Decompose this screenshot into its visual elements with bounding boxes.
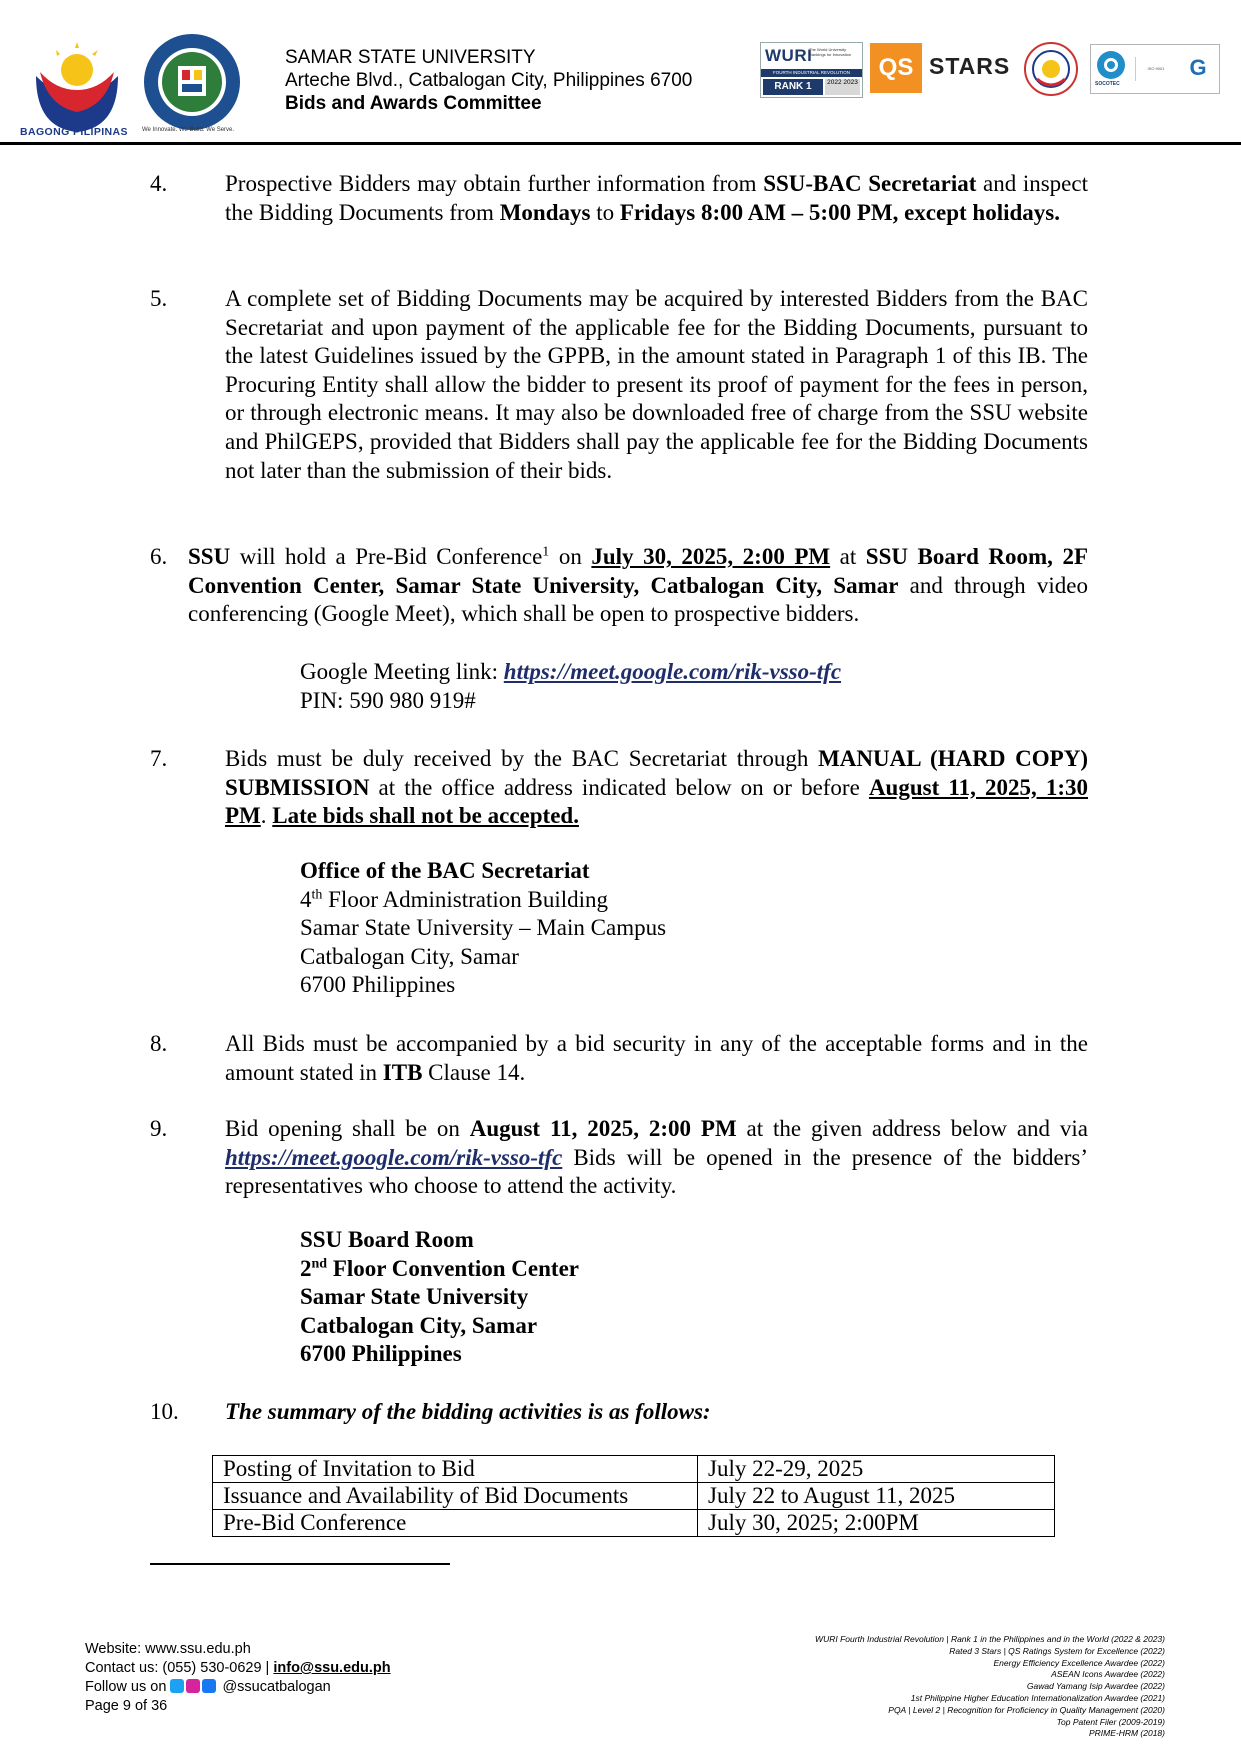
bac-office-address xyxy=(300,857,666,1000)
socotec-certification-badge xyxy=(1090,44,1220,94)
venue-zip: 6700 Philippines xyxy=(300,1341,462,1367)
bagong-pilipinas-text: BAGONG PILIPINAS xyxy=(20,126,128,138)
bid-opening-address xyxy=(300,1226,579,1369)
item-10-heading: The summary of the bidding activities is as follows: xyxy=(225,1399,711,1424)
footer-awards xyxy=(645,1634,1165,1740)
table-row xyxy=(213,1456,1055,1483)
bidding-schedule-table xyxy=(212,1455,1055,1537)
wurj-logo: WURI xyxy=(765,46,813,65)
meeting-info xyxy=(300,658,841,715)
award-line: WURI Fourth Industrial Revolution | Rank 1 in the Philippines and in the World (2022 & 2023) xyxy=(815,1634,1165,1644)
venue-floor: 2nd Floor Convention Center xyxy=(300,1255,579,1281)
table-row xyxy=(213,1483,1055,1510)
twitter-icon[interactable] xyxy=(170,1679,184,1693)
facebook-icon[interactable] xyxy=(202,1679,216,1693)
item-number: 5. xyxy=(150,286,168,311)
item-number: 9. xyxy=(150,1116,168,1141)
meeting-link-label: Google Meeting link: xyxy=(300,659,504,684)
award-seal-icon xyxy=(1023,41,1079,97)
item-6-paragraph: SSU will hold a Pre-Bid Conference$^1$ on July 30, 2025, 2:00 PM at SSU Board Room, 2F Convention Center, Samar State University, Catbalogan City, Samar and through video conferencing (Google Meet), which shall be open to prospective bidders. xyxy=(188,544,1089,627)
wurj-small-text: The World University Rankings for Innovation xyxy=(809,47,852,57)
wurj-badge xyxy=(760,42,863,98)
wurj-years: 2022 2023 xyxy=(825,79,860,95)
office-floor: 4th Floor Administration Building xyxy=(300,886,608,912)
item-8-paragraph: All Bids must be accompanied by a bid security in any of the acceptable forms and in the amount stated in ITB Clause 14. xyxy=(225,1031,1088,1085)
committee-name: Bids and Awards Committee xyxy=(285,93,542,114)
activity-cell: Issuance and Availability of Bid Documents xyxy=(213,1483,698,1510)
footer-contact-line: Contact us: (055) 530-0629 | info@ssu.edu.ph xyxy=(85,1660,391,1676)
item-9-paragraph: Bid opening shall be on August 11, 2025, 2:00 PM at the given address below and via https://meet.google.com/rik-vsso-tfc Bids will be opened in the presence of the bidders’ representatives who choose to attend the activity. xyxy=(225,1116,1088,1199)
venue-city: Catbalogan City, Samar xyxy=(300,1312,538,1338)
award-line: PQA | Level 2 | Recognition for Proficiency in Quality Management (2020) xyxy=(888,1704,1165,1715)
office-zip: 6700 Philippines xyxy=(300,972,456,998)
iso-label: ISO 9001 xyxy=(1135,57,1176,81)
item-number: 8. xyxy=(150,1031,168,1056)
table-row xyxy=(213,1510,1055,1537)
venue-univ: Samar State University xyxy=(300,1284,529,1310)
page-header xyxy=(0,0,1241,145)
date-cell: July 22-29, 2025 xyxy=(698,1456,1055,1483)
date-cell: July 22 to August 11, 2025 xyxy=(698,1483,1055,1510)
item-number: 4. xyxy=(150,171,168,196)
venue-room: SSU Board Room xyxy=(300,1227,474,1252)
office-name: Office of the BAC Secretariat xyxy=(300,858,590,883)
award-line: PRIME-HRM (2018) xyxy=(1088,1728,1165,1739)
header-divider xyxy=(0,142,1241,145)
footer-social: Follow us on @ssucatbalogan xyxy=(85,1679,331,1695)
google-meet-link[interactable]: https://meet.google.com/rik-vsso-tfc xyxy=(503,659,842,684)
award-line: Energy Efficiency Excellence Awardee (2022) xyxy=(993,1657,1165,1668)
ssu-seal-icon xyxy=(142,32,242,132)
date-cell: July 30, 2025; 2:00PM xyxy=(698,1510,1055,1537)
ssu-tagline: We Innovate. We Build. We Serve. xyxy=(142,127,235,133)
activity-cell: Posting of Invitation to Bid xyxy=(213,1456,698,1483)
socotec-label: SOCOTEC xyxy=(1095,81,1120,87)
award-line: ASEAN Icons Awardee (2022) xyxy=(1051,1669,1165,1680)
office-city: Catbalogan City, Samar xyxy=(300,943,519,969)
instagram-icon[interactable] xyxy=(186,1679,200,1693)
org-name: SAMAR STATE UNIVERSITY xyxy=(285,47,536,68)
bagong-pilipinas-logo-icon xyxy=(18,36,136,140)
award-line: Gawad Yamang Isip Awardee (2022) xyxy=(1026,1681,1165,1692)
footer-contact xyxy=(85,1640,391,1716)
item-number: 6. xyxy=(150,544,168,569)
wurj-rank: RANK 1 xyxy=(763,79,823,95)
footer-website: Website: www.ssu.edu.ph xyxy=(85,1641,251,1657)
qs-logo: QS xyxy=(870,43,922,93)
item-7-paragraph: Bids must be duly received by the BAC Secretariat through MANUAL (HARD COPY) SUBMISSION at the office address indicated below on or before August 11, 2025, 1:30 PM. Late bids shall not be accepted. xyxy=(225,746,1088,829)
wurj-band: FOURTH INDUSTRIAL REVOLUTION xyxy=(761,69,862,77)
page-number: Page 9 of 36 xyxy=(85,1698,168,1714)
item-number: 7. xyxy=(150,746,168,771)
footer-email-link[interactable]: info@ssu.edu.ph xyxy=(273,1660,391,1676)
g-logo-icon: G xyxy=(1189,55,1207,80)
org-address: Arteche Blvd., Catbalogan City, Philippines 6700 xyxy=(285,70,693,91)
header-text xyxy=(285,46,692,115)
item-4-paragraph: Prospective Bidders may obtain further information from SSU-BAC Secretariat and inspect the Bidding Documents from Mondays to Fridays 8:00 AM – 5:00 PM, except holidays. xyxy=(225,171,1088,225)
activity-cell: Pre-Bid Conference xyxy=(213,1510,698,1537)
bid-opening-meet-link[interactable]: https://meet.google.com/rik-vsso-tfc xyxy=(225,1144,563,1170)
qs-stars-label: STARS xyxy=(929,53,1011,79)
award-line: Top Patent Filer (2009-2019) xyxy=(1056,1716,1165,1727)
item-5-paragraph: A complete set of Bidding Documents may be acquired by interested Bidders from the BAC Secretariat and upon payment of the applicable fee for the Bidding Documents, pursuant to the latest Guidelines issued by the GPPB, in the amount stated in Paragraph 1 of this IB. The Procuring Entity shall allow the bidder to present its proof of payment for the fees in person, or through electronic means. It may also be downloaded free of charge from the SSU website and PhilGEPS, provided that Bidders shall pay the applicable fee for the Bidding Documents not later than the submission of their bids. xyxy=(225,286,1088,483)
socotec-icon xyxy=(1097,51,1125,79)
award-line: Rated 3 Stars | QS Ratings System for Excellence (2022) xyxy=(949,1645,1165,1656)
award-line: 1st Philippine Higher Education Internationalization Awardee (2021) xyxy=(910,1692,1165,1703)
office-campus: Samar State University – Main Campus xyxy=(300,915,667,941)
footnote-divider xyxy=(150,1563,450,1565)
meeting-pin: PIN: 590 980 919# xyxy=(300,687,476,713)
item-number: 10. xyxy=(150,1399,179,1424)
